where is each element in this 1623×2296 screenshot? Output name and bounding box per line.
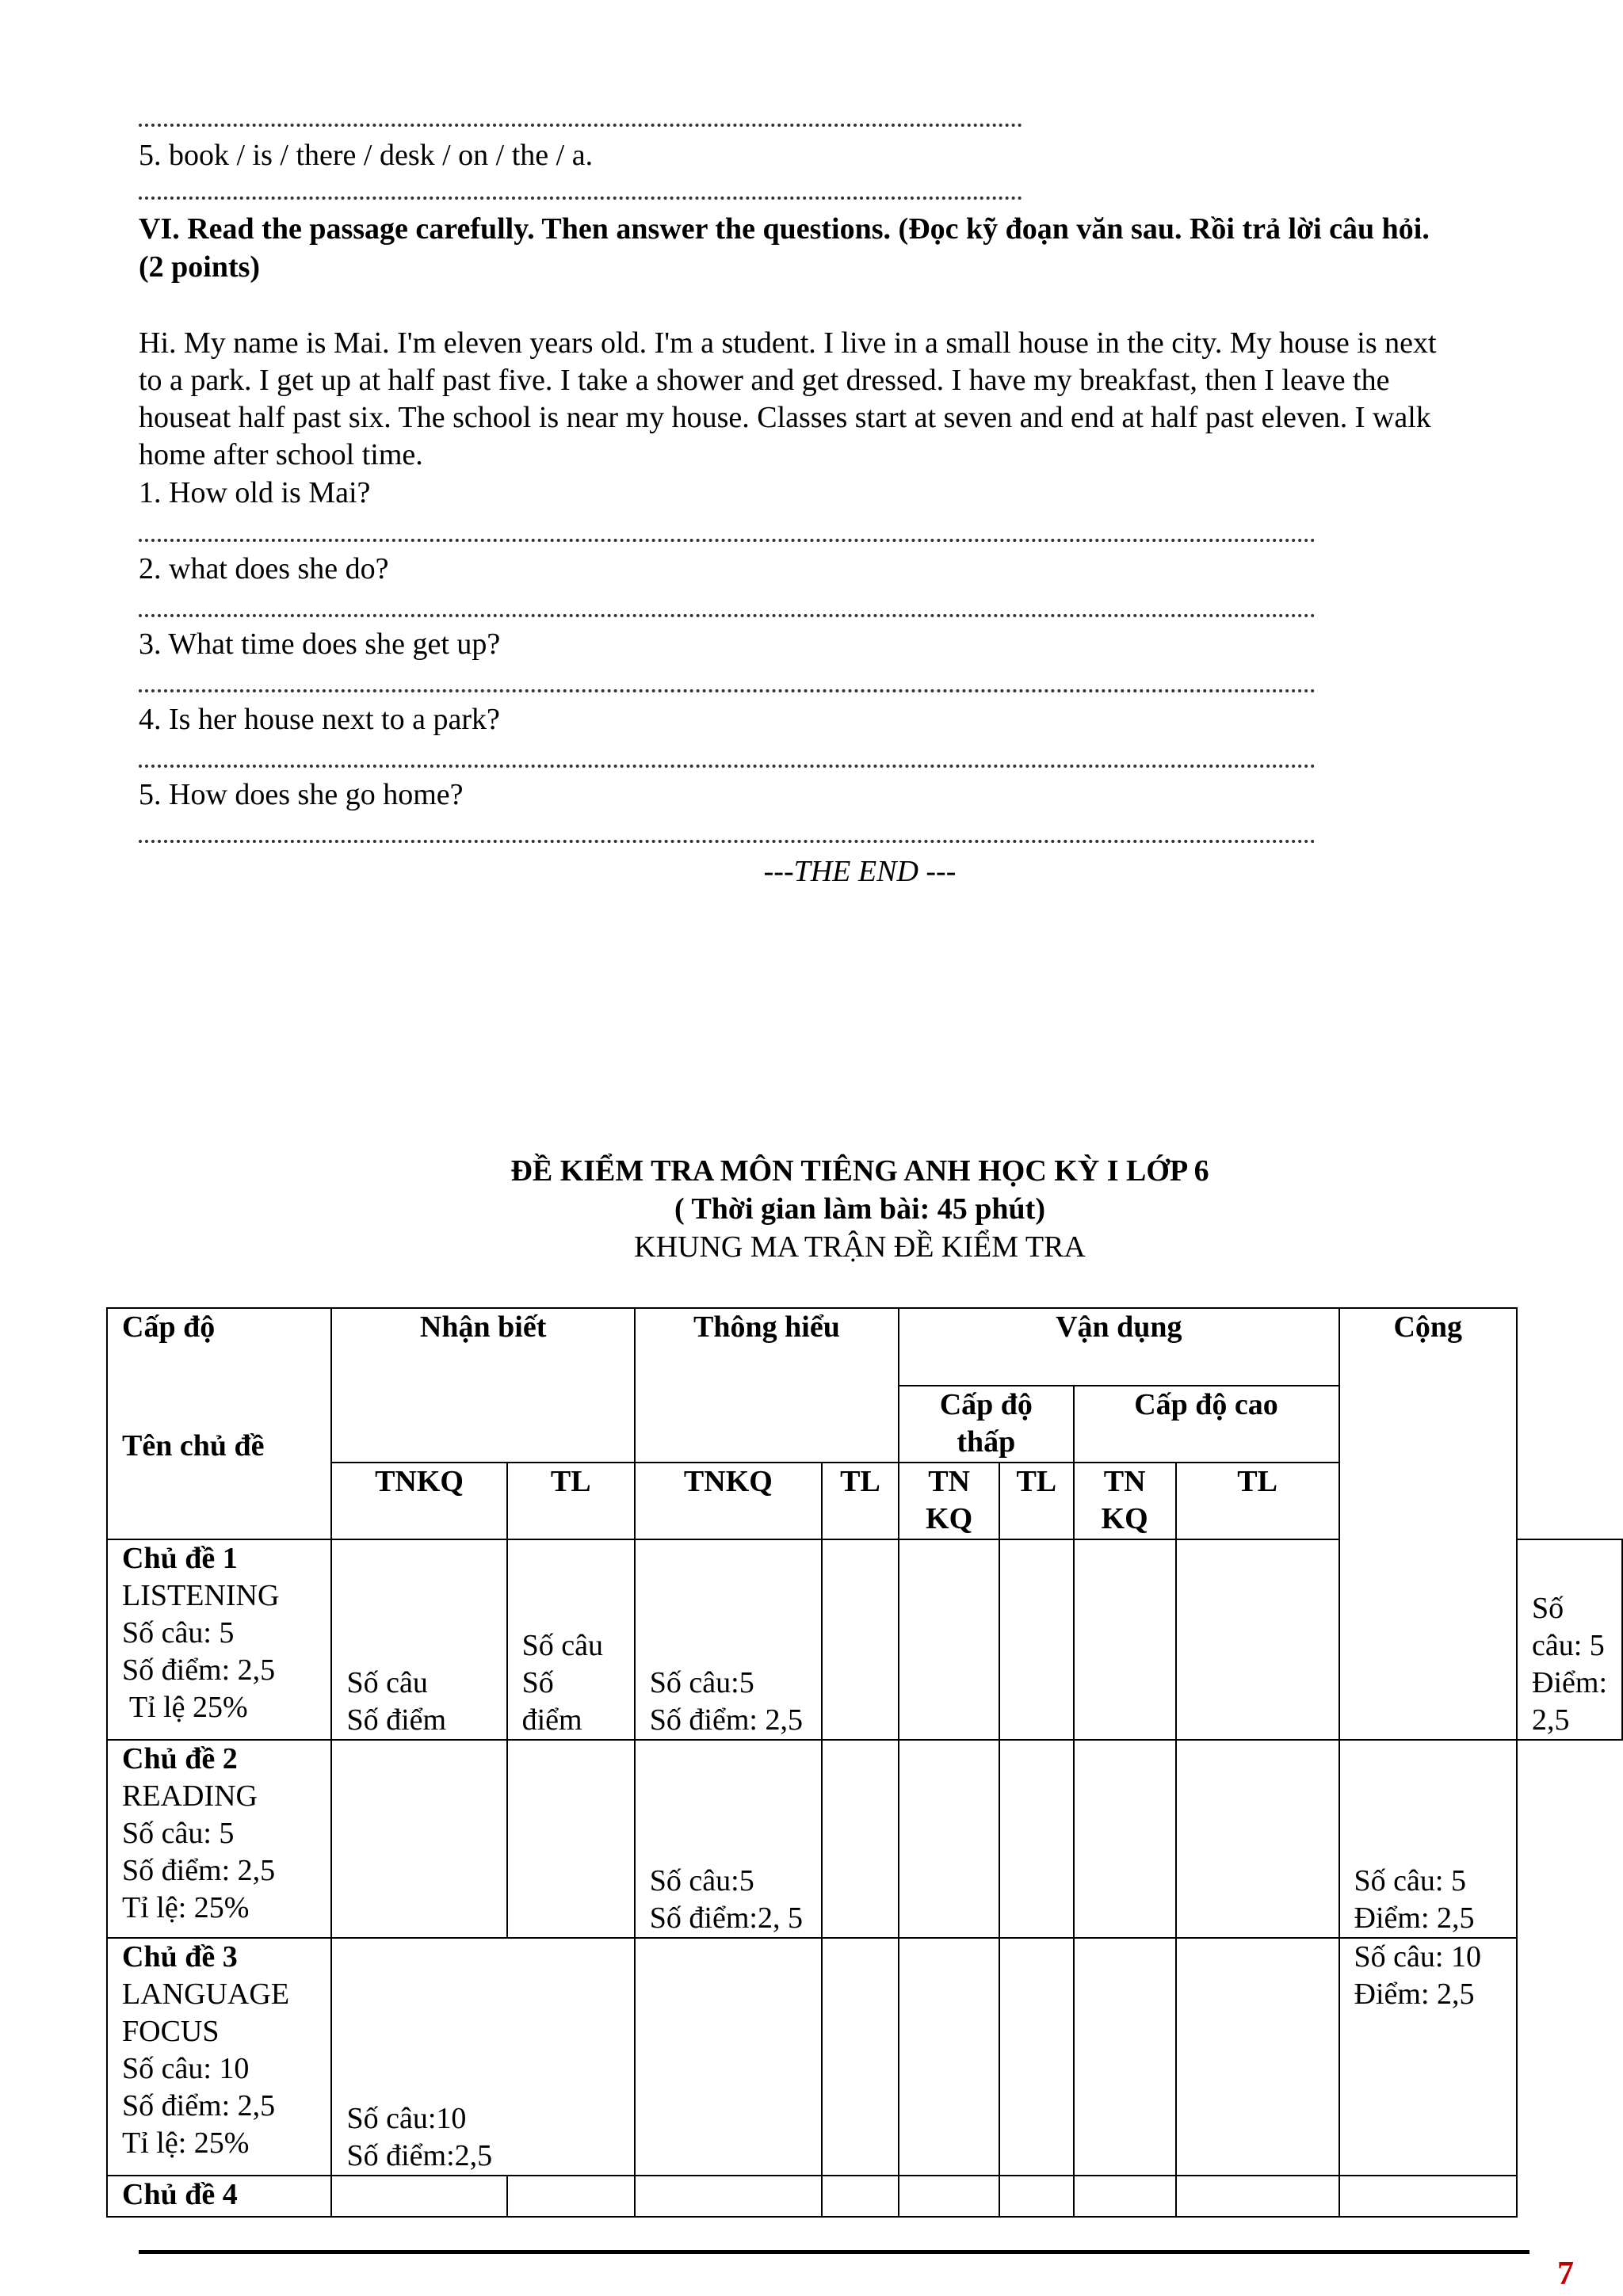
empty-cell (1176, 2176, 1339, 2217)
empty-cell (1074, 2176, 1176, 2217)
cell-line: Số câu:5 (649, 1666, 754, 1699)
cell-line: Số câu (346, 1666, 428, 1699)
matrix-subtitle: ( Thời gian làm bài: 45 phút) (674, 1192, 1045, 1226)
empty-cell (1176, 1938, 1339, 2176)
section-6-heading: VI. Read the passage carefully. Then answer the questions. (Đọc kỹ đoạn văn sau. Rồi trả lời câu hỏi. (139, 212, 1430, 246)
cong-cell (1339, 1938, 1517, 2176)
answer-line (139, 532, 1316, 542)
topic-line: LANGUAGE (122, 1978, 290, 2011)
empty-cell (999, 1740, 1073, 1938)
header-van-dung: Vận dụng (899, 1308, 1338, 1386)
cell-line: Số câu:5 (649, 1864, 754, 1897)
empty-cell (822, 2176, 899, 2217)
header-vdc-tnkq: TN KQ (1074, 1463, 1176, 1539)
cell-line: Số điểm:2, 5 (649, 1901, 803, 1935)
header-nb-tnkq: TNKQ (331, 1463, 506, 1539)
cong-cell (1517, 1539, 1622, 1740)
empty-cell (331, 1740, 506, 1938)
question-3: 3. What time does she get up? (139, 627, 501, 661)
cell-line: Số câu: 5 (1354, 1864, 1466, 1897)
topic-line: Số điểm: 2,5 (122, 1653, 276, 1687)
topic-line: Số điểm: 2,5 (122, 1854, 276, 1887)
cell-inner (332, 2100, 526, 2175)
page-number: 7 (1557, 2256, 1574, 2292)
empty-cell (822, 1740, 899, 1938)
topic-line: Số câu: 5 (122, 1817, 235, 1850)
th-tnkq-cell (635, 1740, 822, 1938)
header-vdt-tnkq: TN KQ (899, 1463, 999, 1539)
empty-cell (899, 1938, 999, 2176)
header-th-tl: TL (822, 1463, 899, 1539)
empty-cell (507, 1740, 635, 1938)
passage-line: to a park. I get up at half past five. I take a shower and get dressed. I have my breakfast, then I leave the (139, 364, 1390, 397)
empty-cell (899, 1740, 999, 1938)
topic-line: READING (122, 1779, 258, 1813)
answer-line (139, 190, 1022, 200)
answer-line (139, 117, 1022, 127)
header-cap-do-cao: Cấp độ cao (1074, 1386, 1339, 1463)
empty-cell (899, 1539, 999, 1740)
topic-line: Tỉ lệ 25% (122, 1691, 248, 1724)
section-6-points: (2 points) (139, 250, 261, 284)
footer-rule (139, 2250, 1529, 2254)
th-tnkq-cell (635, 1539, 822, 1740)
empty-cell (1176, 1539, 1339, 1740)
header-vdt-tl: TL (999, 1463, 1073, 1539)
topic-line: FOCUS (122, 2015, 220, 2048)
header-cap-do: Cấp độ (122, 1310, 216, 1344)
question-4: 4. Is her house next to a park? (139, 703, 500, 736)
empty-cell (999, 1539, 1073, 1740)
empty-cell (1176, 1740, 1339, 1938)
question-2: 2. what does she do? (139, 552, 389, 585)
question-1: 1. How old is Mai? (139, 476, 371, 509)
answer-line (139, 758, 1316, 768)
empty-cell (1074, 1938, 1176, 2176)
answer-line (139, 833, 1316, 843)
answer-line (139, 608, 1316, 617)
header-cong: Cộng (1339, 1308, 1517, 1740)
header-cap-do-ten-chu-de (107, 1308, 331, 1539)
matrix-title: ĐỀ KIỂM TRA MÔN TIÊNG ANH HỌC KỲ I LỚP 6 (510, 1154, 1209, 1188)
header-thong-hieu: Thông hiểu (635, 1308, 899, 1463)
empty-cell (822, 1938, 899, 2176)
item-5: 5. book / is / there / desk / on / the / a. (139, 139, 594, 172)
topic-line: Số câu: 5 (122, 1616, 235, 1650)
topic-1-cell (107, 1539, 331, 1740)
header-vdc-tl: TL (1176, 1463, 1339, 1539)
topic-line: Số điểm: 2,5 (122, 2089, 276, 2122)
cell-line: Số câu: 10 (1354, 1940, 1481, 1974)
cong-cell (1339, 1740, 1517, 1938)
topic-line: Tỉ lệ: 25% (122, 2126, 250, 2160)
header-nb-tl: TL (507, 1463, 635, 1539)
empty-cell (507, 2176, 635, 2217)
cell-line: Số câu (521, 1629, 603, 1662)
cell-line: Điểm: 2,5 (1532, 1666, 1607, 1737)
passage-line: home after school time. (139, 438, 423, 471)
empty-cell (1339, 2176, 1517, 2217)
topic-title: Chủ đề 4 (122, 2178, 238, 2211)
header-ten-chu-de: Tên chủ đề (122, 1429, 265, 1463)
nb-tnkq-cell (331, 1539, 506, 1740)
topic-line: Tỉ lệ: 25% (122, 1891, 250, 1924)
topic-title: Chủ đề 3 (122, 1940, 238, 1974)
topic-line: LISTENING (122, 1579, 280, 1612)
cell-line: Điểm: 2,5 (1354, 1978, 1475, 2011)
cell-line: Số câu: 5 (1532, 1592, 1605, 1662)
topic-title: Chủ đề 1 (122, 1542, 238, 1575)
cell-line: Điểm: 2,5 (1354, 1901, 1475, 1935)
topic-2-cell (107, 1740, 331, 1938)
header-cap-do-thap: Cấp độ thấp (899, 1386, 1073, 1463)
empty-cell (1074, 1539, 1176, 1740)
matrix-caption: KHUNG MA TRẬN ĐỀ KIỂM TRA (634, 1230, 1086, 1264)
topic-4-cell (107, 2176, 331, 2217)
cell-line: Số điểm: 2,5 (649, 1703, 803, 1737)
header-nhan-biet: Nhận biết (331, 1308, 634, 1463)
empty-cell (331, 2176, 506, 2217)
topic-title: Chủ đề 2 (122, 1742, 238, 1775)
passage-line: Hi. My name is Mai. I'm eleven years old. I'm a student. I live in a small house in the city. My house is next (139, 326, 1437, 360)
cell-line: Số điểm (346, 1703, 447, 1737)
empty-cell (1074, 1740, 1176, 1938)
nb-tl-cell (507, 1539, 635, 1740)
empty-cell (999, 1938, 1073, 2176)
passage-line: houseat half past six. The school is near my house. Classes start at seven and end at half past eleven. I walk (139, 401, 1431, 434)
empty-cell (635, 1938, 822, 2176)
matrix-table (106, 1307, 1623, 2218)
cell-line: Số điểm:2,5 (346, 2139, 493, 2172)
empty-cell (899, 2176, 999, 2217)
empty-cell (635, 2176, 822, 2217)
header-th-tnkq: TNKQ (635, 1463, 822, 1539)
cell-line: Số câu:10 (346, 2102, 467, 2135)
empty-cell (999, 2176, 1073, 2217)
answer-line (139, 683, 1316, 692)
nb-tnkq-cell (331, 1938, 634, 2176)
topic-line: Số câu: 10 (122, 2052, 250, 2085)
the-end: ---THE END --- (763, 855, 957, 888)
empty-cell (822, 1539, 899, 1740)
question-5: 5. How does she go home? (139, 778, 464, 811)
topic-3-cell (107, 1938, 331, 2176)
cell-line: Số điểm (521, 1666, 582, 1737)
